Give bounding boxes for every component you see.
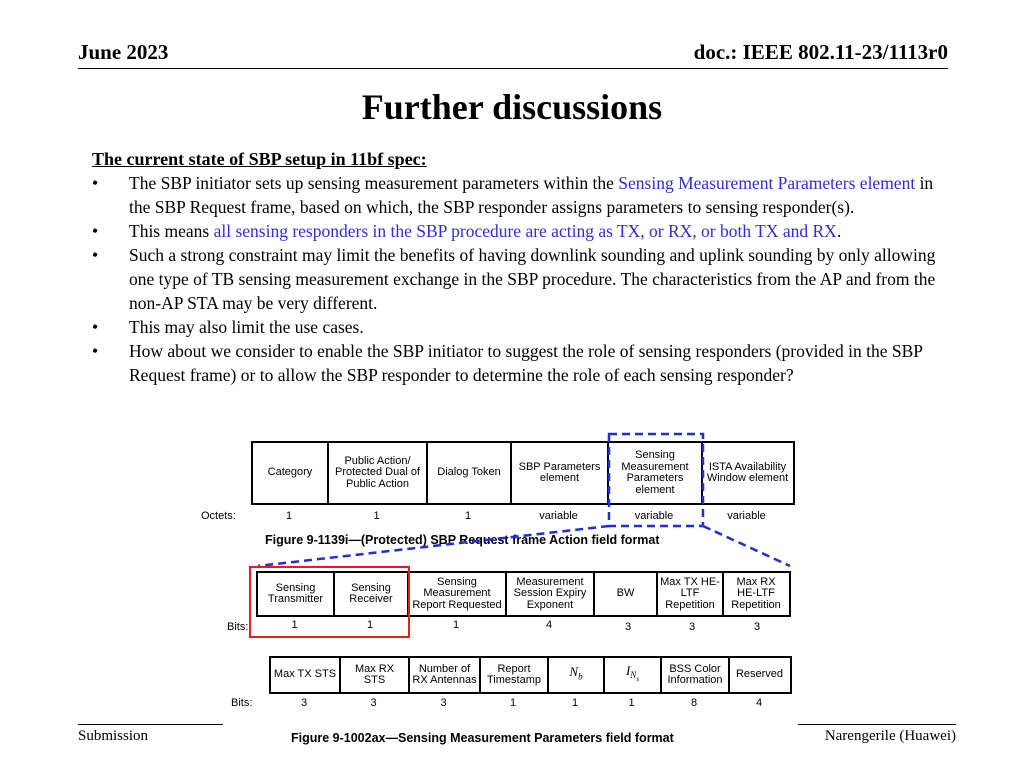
octets-value: variable: [539, 510, 578, 522]
field-report-timestamp: Report Timestamp: [481, 658, 549, 692]
bullet-text: Such a strong constraint may limit the benefits of having downlink sounding and uplink sounding by only allowing one type of TB sensing measurement exchange in the SBP procedure. The characteristics from the AP and from the non-AP STA may be very different.: [129, 245, 936, 313]
bullet-text: in the SBP Request frame, based on which, the SBP responder assigns parameters to sensing responder(s).: [129, 173, 934, 217]
footer-rule-left: [78, 724, 223, 725]
bits-value: 1: [291, 619, 298, 631]
field-max-rx-heltf: Max RX HE-LTF Repetition: [731, 575, 781, 611]
field-category: Category: [253, 443, 329, 503]
bullet-dot: •: [92, 341, 99, 361]
field-ista-availability: ISTA Availability Window element: [706, 460, 789, 484]
nb-symbol: $N_b$: [569, 664, 583, 683]
field-bw: BW: [595, 573, 658, 615]
red-highlight-box: [250, 567, 409, 637]
zoom-line-right: [703, 526, 790, 566]
bits-label: Bits:: [231, 697, 253, 709]
field-public-action: Public Action/ Protected Dual of Public Action: [329, 443, 428, 503]
dashed-highlight-box: [609, 434, 703, 526]
bullet-text: .: [836, 221, 842, 241]
figure-caption-2: Figure 9-1002ax—Sensing Measurement Parameters field format: [291, 731, 674, 745]
octets-value: 1: [373, 510, 380, 522]
bits-value: 4: [755, 697, 763, 709]
bullet-dot: •: [92, 245, 99, 265]
octets-value: variable: [634, 510, 674, 522]
bits-value: 1: [509, 697, 517, 709]
bullet-dot: •: [92, 221, 99, 241]
section-heading: The current state of SBP setup in 11bf spec:: [92, 149, 427, 169]
bullet-text: The SBP initiator sets up sensing measurement parameters within the: [129, 173, 619, 193]
field-reserved: Reserved: [735, 668, 784, 681]
bits-value: 1: [628, 697, 635, 709]
bits-value: 1: [452, 619, 460, 631]
field-sensing-receiver: Sensing Receiver: [335, 573, 409, 615]
bits-value: 1: [366, 619, 374, 631]
field-max-tx-sts: Max TX STS: [271, 658, 341, 692]
field-rx-antennas: Number of RX Antennas: [410, 658, 481, 692]
octets-value: 1: [285, 510, 293, 522]
field-bss-color: BSS Color Information: [662, 658, 730, 692]
bullet-text: This means: [129, 221, 214, 241]
bits-value: 3: [624, 621, 632, 633]
octets-label: Octets:: [201, 510, 236, 522]
field-max-rx-sts: Max RX STS: [341, 658, 410, 692]
bits-value: 3: [688, 621, 696, 633]
footer-submission: Submission: [78, 728, 149, 744]
field-report-requested: Sensing Measurement Report Requested: [409, 573, 507, 615]
footer-rule-right: [798, 724, 956, 725]
zoom-line-left: [258, 526, 609, 566]
field-dialog-token: Dialog Token: [428, 443, 512, 503]
header-date: June 2023: [78, 40, 169, 64]
bits-value: 1: [571, 697, 579, 709]
field-max-tx-heltf: Max TX HE-LTF Repetition: [658, 573, 724, 615]
bits-value: 8: [690, 697, 698, 709]
bullet-highlight: Sensing Measurement Parameters element: [618, 173, 916, 193]
field-session-expiry: Measurement Session Expiry Exponent: [507, 573, 595, 615]
bullet-text: This may also limit the use cases.: [129, 317, 364, 337]
octets-value: 1: [464, 510, 472, 522]
bits-value: 4: [545, 619, 553, 631]
bullet-text: How about we consider to enable the SBP initiator to suggest the role of sensing responders (provided in the SBP Request frame) or to allow the SBP responder to determine the role of each sensing responder?: [129, 341, 923, 385]
bits-value: 3: [440, 697, 447, 709]
octets-value: variable: [727, 510, 766, 522]
ins-symbol: $I_{N_s}$: [625, 662, 640, 683]
header-doc-id: doc.: IEEE 802.11-23/1113r0: [693, 40, 948, 64]
field-sensing-transmitter: Sensing Transmitter: [258, 573, 335, 615]
bits-label: Bits:: [227, 621, 249, 633]
bullet-dot: •: [92, 173, 99, 193]
slide-title: Further discussions: [361, 87, 663, 127]
bits-value: 3: [753, 621, 761, 633]
bullet-highlight: all sensing responders in the SBP procedure are acting as TX, or RX, or both TX and RX: [213, 221, 837, 241]
bullet-dot: •: [92, 317, 99, 337]
figure-caption-1: Figure 9-1139i—(Protected) SBP Request frame Action field format: [265, 533, 660, 547]
field-sensing-measurement-parameters: Sensing Measurement Parameters element: [609, 443, 703, 503]
bits-value: 3: [370, 697, 377, 709]
field-sbp-parameters: SBP Parameters element: [512, 443, 609, 503]
bits-value: 3: [300, 697, 308, 709]
footer-author: Narengerile (Huawei): [824, 728, 956, 744]
